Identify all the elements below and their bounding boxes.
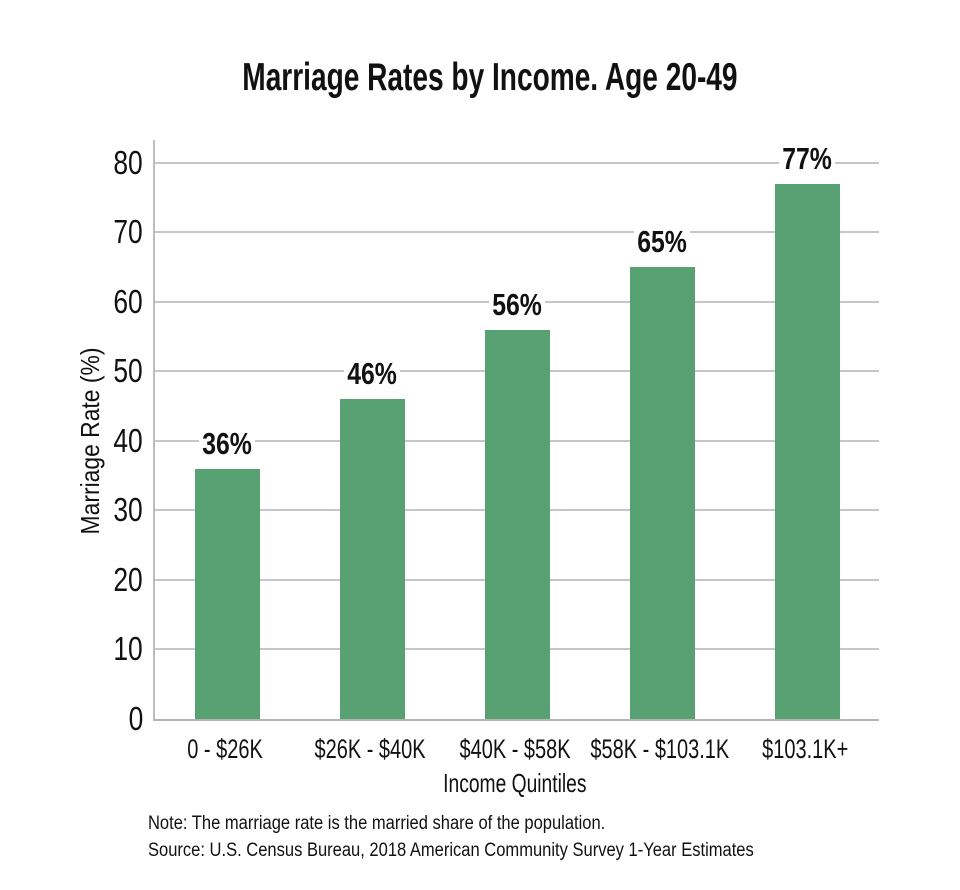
y-tick-label-text-10: 10: [113, 630, 143, 668]
y-tick-label-70: [106, 214, 143, 250]
x-tick-label-4: [695, 733, 915, 765]
x-tick-label-text-3: $58K - $103.1K: [590, 734, 730, 764]
y-tick-label-20: [106, 562, 143, 598]
chart-title: [30, 55, 950, 101]
bar-value-label-0: [127, 427, 327, 461]
x-tick-label-text-0: 0 - $26K: [187, 734, 263, 764]
bar-value-label-text-2: 56%: [489, 288, 545, 322]
bar-value-label-text-3: 65%: [634, 225, 690, 259]
footnotes: [148, 810, 844, 864]
y-axis-label: Marriage Rate (%): [75, 347, 105, 535]
x-tick-label-text-4: $103.1K+: [761, 734, 849, 764]
y-tick-label-80: [106, 145, 143, 181]
y-tick-label-0: [125, 701, 143, 737]
x-axis-tick-labels: [153, 721, 877, 766]
footnote-note: [148, 810, 844, 837]
bar-value-label-4: [707, 142, 907, 176]
y-axis-tick-labels: [0, 140, 143, 737]
y-tick-label-text-0: 0: [128, 700, 143, 737]
y-tick-label-60: [106, 284, 143, 320]
y-tick-label-10: [106, 631, 143, 667]
bar-2: [485, 330, 550, 719]
y-tick-label-text-40: 40: [113, 421, 143, 459]
bar-value-label-text-4: 77%: [779, 142, 835, 176]
y-tick-label-text-30: 30: [113, 491, 143, 529]
x-tick-label-text-1: $26K - $40K: [314, 734, 426, 764]
y-tick-label-text-50: 50: [113, 352, 143, 390]
y-tick-label-30: [106, 492, 143, 528]
bar-3: [630, 267, 695, 719]
bar-4: [775, 184, 840, 719]
y-tick-label-text-80: 80: [113, 143, 143, 181]
bar-value-label-text-1: 46%: [344, 357, 400, 391]
footnote-source-text: Source: U.S. Census Bureau, 2018 American Community Survey 1-Year Estimates: [148, 840, 754, 861]
bar-value-label-3: [562, 225, 762, 259]
bar-0: [195, 469, 260, 719]
y-tick-label-text-60: 60: [113, 282, 143, 320]
bar-value-label-1: [272, 357, 472, 391]
plot-area: [153, 140, 879, 721]
bar-value-label-2: [417, 288, 617, 322]
chart-title-text: Marriage Rates by Income. Age 20-49: [242, 56, 738, 99]
bar-1: [340, 399, 405, 719]
footnote-note-text: Note: The marriage rate is the married share of the population.: [148, 813, 606, 834]
x-axis-label: [153, 768, 877, 798]
y-tick-label-text-70: 70: [113, 213, 143, 251]
x-axis-label-text: Income Quintiles: [443, 768, 587, 798]
gridline-70: [155, 231, 879, 233]
y-tick-label-text-20: 20: [113, 560, 143, 598]
x-tick-label-text-2: $40K - $58K: [459, 734, 571, 764]
footnote-source: [148, 837, 844, 864]
y-tick-label-50: [106, 353, 143, 389]
bar-value-label-text-0: 36%: [199, 427, 255, 461]
